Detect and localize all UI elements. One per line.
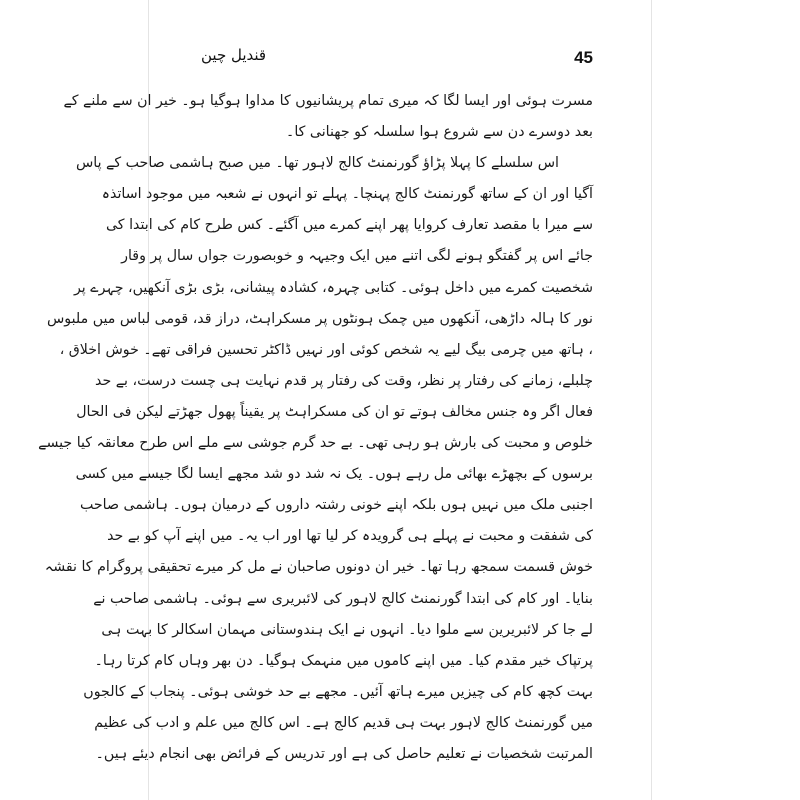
text-line: مسرت ہوئی اور ایسا لگا کہ میری تمام پریشانیوں کا مداوا ہوگیا ہو۔ خیر ان سے ملنے کے: [63, 93, 593, 109]
running-header: [201, 48, 593, 76]
text-line: شخصیت کمرے میں داخل ہوئی۔ کتابی چہرہ، کشادہ پیشانی، بڑی بڑی آنکھیں، چہرے پر: [73, 279, 593, 296]
text-line: فعال اگر وہ جنس مخالف ہوتے تو ان کی مسکراہٹ پر یقیناً پھول جھڑتے لیکن فی الحال: [76, 403, 593, 420]
text-line: کی شفقت و محبت نے پہلے ہی گرویدہ کر لیا تھا اور اب یہ۔ میں اپنے آپ کو بے حد: [107, 528, 593, 545]
paragraph-first-line: اس سلسلے کا پہلا پڑاؤ گورنمنٹ کالج لاہور تھا۔ میں صبح ہاشمی صاحب کے پاس: [75, 155, 559, 172]
text-line: اجنبی ملک میں نہیں ہوں بلکہ اپنے خونی رشتہ داروں کے درمیان ہوں۔ ہاشمی صاحب: [79, 497, 593, 514]
text-line: سے میرا با مقصد تعارف کروایا پھر اپنے کمرے میں آگئے۔ کس طرح کام کی ابتدا کی: [105, 217, 593, 234]
text-line: بہت کچھ کام کی چیزیں میرے ہاتھ آئیں۔ مجھے بے حد خوشی ہوئی۔ پنجاب کے کالجوں: [83, 683, 593, 700]
text-line: پرتپاک خیر مقدم کیا۔ میں اپنے کاموں میں منہمک ہوگیا۔ دن بھر وہاں کام کرتا رہا۔: [94, 652, 593, 669]
text-line: بنایا۔ اور کام کی ابتدا گورنمنٹ کالج لاہور کی لائبریری سے ہوئی۔ ہاشمی صاحب نے: [93, 590, 593, 607]
body-text: [38, 86, 593, 770]
text-line: آگیا اور ان کے ساتھ گورنمنٹ کالج پہنچا۔ پہلے تو انہوں نے شعبہ میں موجود اساتذہ: [101, 186, 593, 203]
text-line: نور کا ہالہ داڑھی، آنکھوں میں چمک ہونٹوں پر مسکراہٹ، دراز قد، قومی لباس میں ملبوس: [46, 310, 593, 327]
text-line: چلبلے، زمانے کی رفتار پر نظر، وقت کی رفتار پر قدم نہایت ہی چست درست، بے حد: [95, 372, 593, 389]
text-line: خوش قسمت سمجھ رہا تھا۔ خیر ان دونوں صاحبان نے مل کر میرے تحقیقی پروگرام کا نقشہ: [44, 559, 593, 576]
page-number: 45: [574, 48, 593, 67]
text-line: لے جا کر لائبریرین سے ملوا دیا۔ انہوں نے ایک ہندوستانی مہمان اسکالر کا بہت ہی: [101, 621, 593, 638]
text-line: جائے اس پر گفتگو ہونے لگی اتنے میں ایک وجیہہ و خوبصورت جواں سال پر وقار: [121, 248, 593, 265]
text-line: برسوں کے بچھڑے بھائی مل رہے ہوں۔ یک نہ شد دو شد مجھے ایسا لگا جیسے میں کسی: [75, 466, 593, 483]
book-title: قندیل چین: [201, 46, 267, 64]
text-line: المرتبت شخصیات نے تعلیم حاصل کی ہے اور تدریس کے فرائض بھی انجام دیئے ہیں۔: [95, 745, 593, 762]
text-line: میں گورنمنٹ کالج لاہور بہت ہی قدیم کالج ہے۔ اس کالج میں علم و ادب کی عظیم: [94, 714, 593, 731]
text-line: بعد دوسرے دن سے شروع ہوا سلسلہ کو جھنانی کا۔: [286, 124, 593, 141]
text-line: ، ہاتھ میں چرمی بیگ لیے یہ شخص کوئی اور نہیں ڈاکٹر تحسین فراقی تھے۔ خوش اخلاق ،: [59, 341, 593, 358]
text-line: خلوص و محبت کی بارش ہو رہی تھی۔ بے حد گرم جوشی سے ملے اس طرح معانقہ کیا جیسے: [38, 435, 593, 452]
